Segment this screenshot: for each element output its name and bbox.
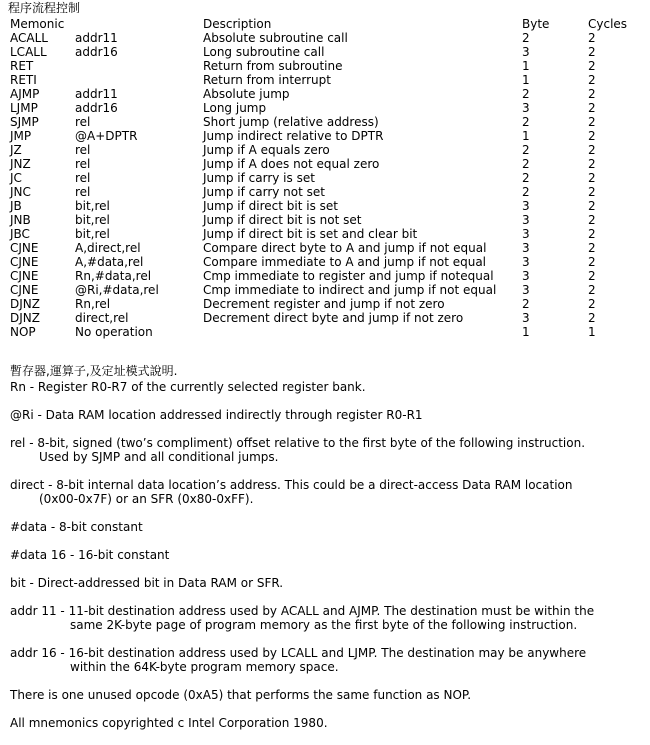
table-row [10, 59, 640, 73]
table-row [10, 45, 640, 59]
note-addr16-line1: addr 16 - 16-bit destination address used by LCALL and LJMP. The destination may be anywhere [10, 646, 587, 660]
table-row [10, 227, 640, 241]
operand-cell: addr11 [75, 31, 118, 45]
note-copyright: All mnemonics copyrighted c Intel Corporation 1980. [10, 716, 328, 730]
description-cell: Jump if carry not set [203, 185, 325, 199]
table-row [10, 157, 640, 171]
note-rel-line2: Used by SJMP and all conditional jumps. [39, 450, 279, 464]
description-cell: Long jump [203, 101, 267, 115]
operand-cell: bit,rel [75, 213, 110, 227]
byte-cell: 1 [522, 73, 530, 87]
byte-cell: 2 [522, 297, 530, 311]
table-row [10, 171, 640, 185]
table-row [10, 129, 640, 143]
operand-cell: direct,rel [75, 311, 129, 325]
description-cell: Compare immediate to A and jump if not equal [203, 255, 487, 269]
description-cell: Return from subroutine [203, 59, 343, 73]
mnemonic-cell: JC [10, 171, 22, 185]
note-rel-line1: rel - 8-bit, signed (two’s compliment) offset relative to the first byte of the following instruction. [10, 436, 586, 450]
header-description: Description [203, 17, 272, 31]
operand-cell: A,direct,rel [75, 241, 141, 255]
note-data16: #data 16 - 16-bit constant [10, 548, 170, 562]
table-row [10, 115, 640, 129]
cycles-cell: 2 [588, 241, 596, 255]
table-row [10, 283, 640, 297]
description-cell: Jump if direct bit is set and clear bit [203, 227, 418, 241]
table-row [10, 311, 640, 325]
cycles-cell: 2 [588, 59, 596, 73]
note-data: #data - 8-bit constant [10, 520, 143, 534]
note-ri: @Ri - Data RAM location addressed indirectly through register R0-R1 [10, 408, 423, 422]
table-row [10, 185, 640, 199]
cycles-cell: 2 [588, 269, 596, 283]
cycles-cell: 2 [588, 157, 596, 171]
byte-cell: 3 [522, 199, 530, 213]
cycles-cell: 2 [588, 255, 596, 269]
mnemonic-cell: ACALL [10, 31, 48, 45]
byte-cell: 3 [522, 227, 530, 241]
page-title: 程序流程控制 [8, 1, 81, 15]
cycles-cell: 2 [588, 143, 596, 157]
note-addr11-line2: same 2K-byte page of program memory as the first byte of the following instruction. [70, 618, 578, 632]
cycles-cell: 2 [588, 311, 596, 325]
description-cell: Jump if A equals zero [203, 143, 330, 157]
operand-cell: bit,rel [75, 199, 110, 213]
mnemonic-cell: SJMP [10, 115, 39, 129]
notes-section [10, 380, 640, 730]
byte-cell: 3 [522, 241, 530, 255]
table-body [10, 31, 640, 339]
operand-cell: @A+DPTR [75, 129, 138, 143]
mnemonic-cell: CJNE [10, 255, 39, 269]
note-addr11-line1: addr 11 - 11-bit destination address used by ACALL and AJMP. The destination must be within the [10, 604, 595, 618]
byte-cell: 3 [522, 101, 530, 115]
description-cell: Jump if carry is set [203, 171, 315, 185]
operand-cell: rel [75, 157, 91, 171]
table-row [10, 269, 640, 283]
cycles-cell: 2 [588, 87, 596, 101]
operand-cell: bit,rel [75, 227, 110, 241]
byte-cell: 1 [522, 59, 530, 73]
byte-cell: 2 [522, 185, 530, 199]
description-cell: Decrement register and jump if not zero [203, 297, 445, 311]
cycles-cell: 2 [588, 45, 596, 59]
operand-cell: addr16 [75, 101, 118, 115]
cycles-cell: 2 [588, 227, 596, 241]
cycles-cell: 2 [588, 129, 596, 143]
mnemonic-cell: JB [10, 199, 22, 213]
note-direct-line1: direct - 8-bit internal data location’s address. This could be a direct-access Data RAM location [10, 478, 573, 492]
table-row [10, 213, 640, 227]
description-cell: Decrement direct byte and jump if not zero [203, 311, 464, 325]
table-row [10, 241, 640, 255]
byte-cell: 3 [522, 311, 530, 325]
table-row [10, 255, 640, 269]
description-cell: Absolute jump [203, 87, 290, 101]
description-cell: Compare direct byte to A and jump if not equal [203, 241, 487, 255]
mnemonic-cell: DJNZ [10, 311, 40, 325]
byte-cell: 3 [522, 283, 530, 297]
table-header-row [10, 17, 640, 31]
description-cell: Absolute subroutine call [203, 31, 348, 45]
operand-cell: Rn,#data,rel [75, 269, 152, 283]
mnemonic-cell: JMP [10, 129, 32, 143]
mnemonic-cell: DJNZ [10, 297, 40, 311]
operand-cell: rel [75, 143, 91, 157]
cycles-cell: 2 [588, 73, 596, 87]
cycles-cell: 2 [588, 283, 596, 297]
description-cell: Jump if direct bit is set [203, 199, 338, 213]
description-cell: Short jump (relative address) [203, 115, 379, 129]
description-cell: Cmp immediate to register and jump if notequal [203, 269, 494, 283]
table-row [10, 87, 640, 101]
mnemonic-cell: CJNE [10, 269, 39, 283]
mnemonic-cell: JNZ [10, 157, 31, 171]
header-byte: Byte [522, 17, 550, 31]
cycles-cell: 2 [588, 101, 596, 115]
cycles-cell: 2 [588, 199, 596, 213]
table-row [10, 73, 640, 87]
note-rn: Rn - Register R0-R7 of the currently selected register bank. [10, 380, 366, 394]
description-cell: Return from interrupt [203, 73, 331, 87]
byte-cell: 2 [522, 31, 530, 45]
operand-cell: addr16 [75, 45, 118, 59]
byte-cell: 2 [522, 171, 530, 185]
table-row [10, 325, 640, 339]
table-row [10, 297, 640, 311]
byte-cell: 1 [522, 129, 530, 143]
cycles-cell: 2 [588, 297, 596, 311]
byte-cell: 3 [522, 213, 530, 227]
byte-cell: 2 [522, 157, 530, 171]
cycles-cell: 2 [588, 31, 596, 45]
cycles-cell: 2 [588, 115, 596, 129]
legend-title: 暫存器,運算子,及定址模式說明. [10, 364, 178, 378]
byte-cell: 3 [522, 269, 530, 283]
operand-cell: Rn,rel [75, 297, 111, 311]
mnemonic-cell: JNC [10, 185, 31, 199]
mnemonic-cell: LJMP [10, 101, 38, 115]
byte-cell: 2 [522, 143, 530, 157]
description-cell: Cmp immediate to indirect and jump if not equal [203, 283, 497, 297]
note-bit: bit - Direct-addressed bit in Data RAM or SFR. [10, 576, 284, 590]
operand-cell: rel [75, 185, 91, 199]
instruction-table [10, 17, 640, 339]
mnemonic-cell: RETI [10, 73, 37, 87]
header-mnemonic: Memonic [10, 17, 65, 31]
mnemonic-cell: CJNE [10, 241, 39, 255]
table-row [10, 101, 640, 115]
cycles-cell: 2 [588, 171, 596, 185]
cycles-cell: 2 [588, 185, 596, 199]
description-cell: Jump if direct bit is not set [203, 213, 362, 227]
mnemonic-cell: RET [10, 59, 34, 73]
mnemonic-cell: JZ [10, 143, 22, 157]
cycles-cell: 2 [588, 213, 596, 227]
note-addr16-line2: within the 64K-byte program memory space. [70, 660, 339, 674]
table-row [10, 143, 640, 157]
note-direct-line2: (0x00-0x7F) or an SFR (0x80-0xFF). [39, 492, 254, 506]
mnemonic-cell: JNB [10, 213, 31, 227]
operand-cell: rel [75, 171, 91, 185]
mnemonic-cell: CJNE [10, 283, 39, 297]
operand-cell: No operation [75, 325, 153, 339]
description-cell: Long subroutine call [203, 45, 325, 59]
description-cell: Jump indirect relative to DPTR [203, 129, 384, 143]
operand-cell: addr11 [75, 87, 118, 101]
mnemonic-cell: JBC [10, 227, 30, 241]
mnemonic-cell: AJMP [10, 87, 40, 101]
mnemonic-cell: NOP [10, 325, 36, 339]
table-row [10, 199, 640, 213]
operand-cell: A,#data,rel [75, 255, 144, 269]
byte-cell: 2 [522, 87, 530, 101]
note-unused-opcode: There is one unused opcode (0xA5) that performs the same function as NOP. [10, 688, 472, 702]
header-cycles: Cycles [588, 17, 628, 31]
description-cell: Jump if A does not equal zero [203, 157, 380, 171]
cycles-cell: 1 [588, 325, 596, 339]
byte-cell: 3 [522, 255, 530, 269]
operand-cell: @Ri,#data,rel [75, 283, 159, 297]
mnemonic-cell: LCALL [10, 45, 47, 59]
byte-cell: 3 [522, 45, 530, 59]
byte-cell: 1 [522, 325, 530, 339]
operand-cell: rel [75, 115, 91, 129]
byte-cell: 2 [522, 115, 530, 129]
table-row [10, 31, 640, 45]
